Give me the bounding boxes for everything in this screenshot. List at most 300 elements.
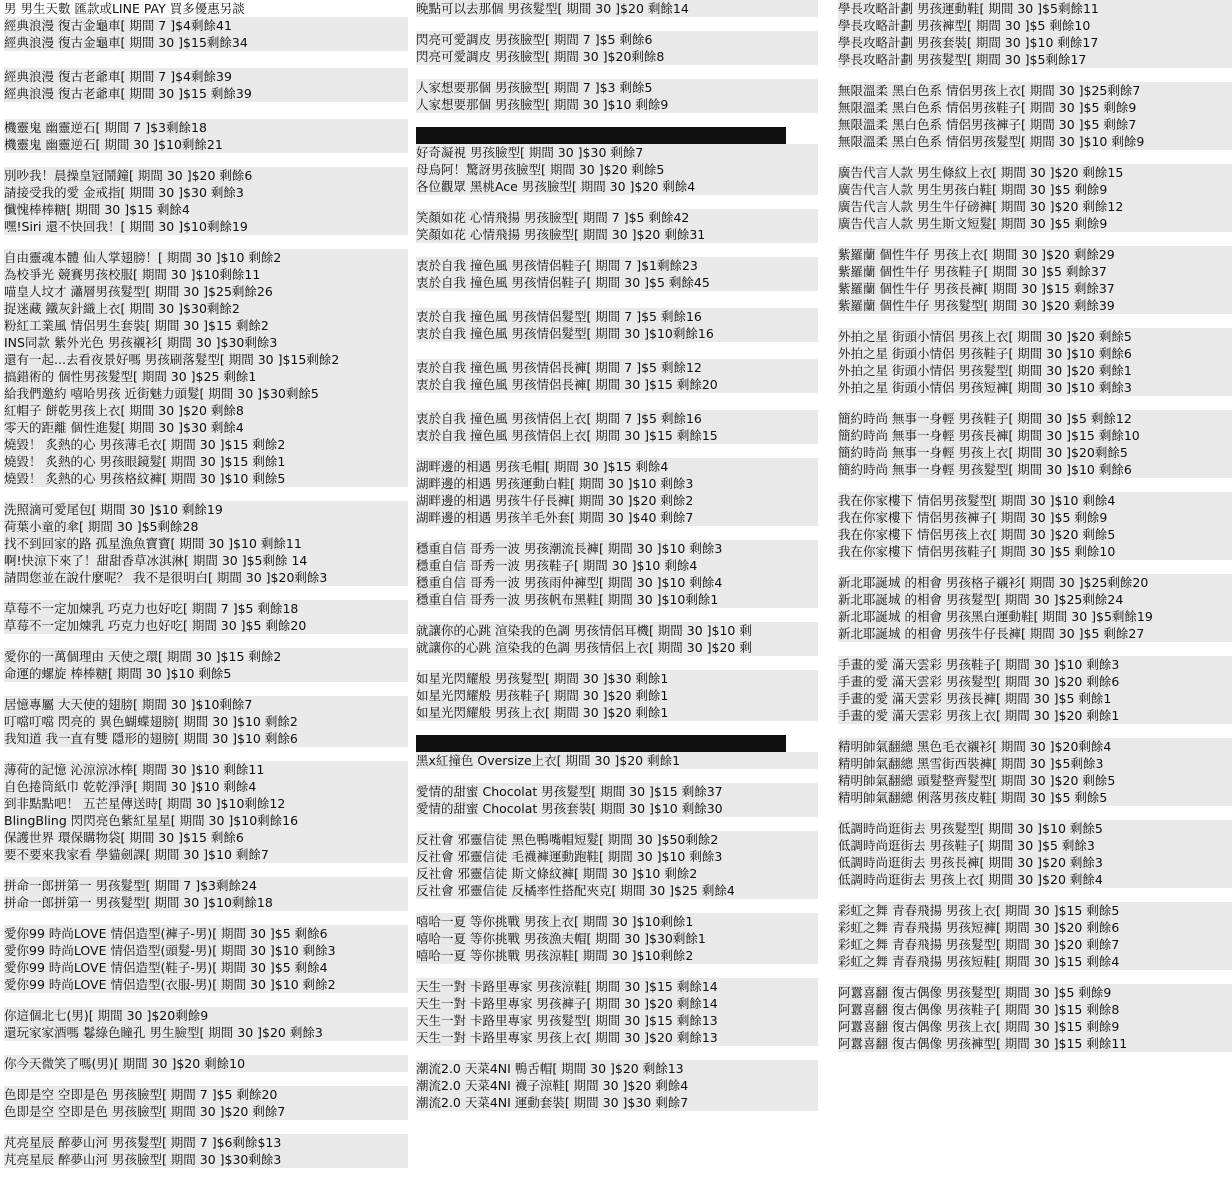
listing-row (416, 800, 818, 817)
listing-row (4, 1055, 408, 1072)
listing-row (4, 959, 408, 976)
listing-group (416, 79, 818, 113)
listing-row-text: 簡約時尚 無事一身輕 男孩鞋子[ 期間 30 ]$5 剩餘12 (838, 411, 1132, 426)
listing-row-text: 紫羅蘭 個性牛仔 男孩髮型[ 期間 30 ]$20 剩餘39 (838, 298, 1115, 313)
listing-row (4, 136, 408, 153)
listing-row (838, 116, 1232, 133)
listing-row (4, 300, 408, 317)
listing-row-text: 彩虹之舞 青春飛揚 男孩上衣[ 期間 30 ]$15 剩餘5 (838, 903, 1120, 918)
listing-row (416, 79, 818, 96)
listing-row-text: 新北耶誕城 的相會 男孩黑白運動鞋[ 期間 30 ]$5剩餘19 (838, 609, 1153, 624)
listing-row-text: 外拍之星 街頭小情侶 男孩鞋子[ 期間 30 ]$10 剩餘6 (838, 346, 1132, 361)
listing-row (838, 543, 1232, 560)
listing-row (416, 1029, 818, 1046)
listing-row (416, 557, 818, 574)
listing-row-text: 零天的距離 個性進髮[ 期間 30 ]$30 剩餘4 (4, 420, 244, 435)
listing-row-text: 外拍之星 街頭小情侶 男孩短褲[ 期間 30 ]$10 剩餘3 (838, 380, 1132, 395)
listing-row (838, 215, 1232, 232)
redacted-listing-row (416, 127, 786, 144)
listing-row (416, 882, 818, 899)
listing-row-text: 自由靈魂本體 仙人掌翅膀！[ 期間 30 ]$10 剩餘2 (4, 250, 282, 265)
listing-row-text: 給我們邀約 嘻哈男孩 近街魅力頭髮[ 期間 30 ]$30剩餘5 (4, 386, 319, 401)
listing-row-text: 手畫的愛 滿天雲彩 男孩長褲[ 期間 30 ]$5 剩餘1 (838, 691, 1112, 706)
listing-row-text: 還玩家家酒嗎 鬈綠色瞳孔 男生臉型[ 期間 30 ]$20 剩餘3 (4, 1025, 323, 1040)
listing-row (416, 574, 818, 591)
listing-row (4, 68, 408, 85)
listing-row-text: 學長攻略計劃 男孩運動鞋[ 期間 30 ]$5剩餘11 (838, 1, 1099, 16)
listing-group (838, 902, 1232, 970)
listing-row-text: 新北耶誕城 的相會 男孩髮型[ 期間 30 ]$25剩餘24 (838, 592, 1124, 607)
listing-row (838, 755, 1232, 772)
listing-row (4, 976, 408, 993)
listing-row (838, 854, 1232, 871)
listing-row-text: 到非點點吧！ 五芒星傳送時[ 期間 30 ]$10剩餘12 (4, 796, 286, 811)
listing-group (838, 820, 1232, 888)
listing-row-text: 無限溫柔 黑白色系 情侶男孩褲子[ 期間 30 ]$5 剩餘7 (838, 117, 1137, 132)
listing-row (4, 317, 408, 334)
listing-group (4, 1055, 408, 1072)
listing-row (416, 995, 818, 1012)
listing-row (416, 410, 818, 427)
listing-row-text: 精明帥氣翻總 黑雪街西裝褲[ 期間 30 ]$5剩餘3 (838, 756, 1104, 771)
listing-row (4, 0, 408, 17)
listing-row (838, 444, 1232, 461)
listing-row (4, 1024, 408, 1041)
listing-row-text: 薄荷的記憶 沁涼涼冰棒[ 期間 30 ]$10 剩餘11 (4, 762, 265, 777)
listing-row (4, 552, 408, 569)
listing-group (838, 492, 1232, 560)
listing-row (4, 894, 408, 911)
listing-row (838, 410, 1232, 427)
listing-row-text: 閃亮可愛調皮 男孩臉型[ 期間 7 ]$5 剩餘6 (416, 32, 653, 47)
listing-group (838, 410, 1232, 478)
listing-row (4, 385, 408, 402)
listing-row (416, 359, 818, 376)
listing-row-text: 啊!快涼下來了！甜甜香草冰淇淋[ 期間 30 ]$5剩餘 14 (4, 553, 308, 568)
listing-row-text: 紫羅蘭 個性牛仔 男孩上衣[ 期間 30 ]$20 剩餘29 (838, 247, 1115, 262)
listing-row-text: 精明帥氣翻總 頭髮整齊髮型[ 期間 30 ]$20 剩餘5 (838, 773, 1116, 788)
listing-row (838, 673, 1232, 690)
listing-column-middle (410, 0, 818, 1125)
listing-row-text: 湖畔邊的相遇 男孩毛帽[ 期間 30 ]$15 剩餘4 (416, 459, 669, 474)
listing-row (4, 696, 408, 713)
listing-row-text: 你今天微笑了嗎(男)[ 期間 30 ]$20 剩餘10 (4, 1056, 246, 1071)
listing-row-text: 經典浪漫 復古老爺車[ 期間 7 ]$4剩餘39 (4, 69, 232, 84)
listing-row-text: INS同款 紫外光色 男孩襯衫[ 期間 30 ]$30剩餘3 (4, 335, 278, 350)
listing-row-text: 天生一對 卡路里專家 男孩褲子[ 期間 30 ]$20 剩餘14 (416, 996, 718, 1011)
listing-row (4, 535, 408, 552)
listing-row (4, 419, 408, 436)
listing-row (838, 0, 1232, 17)
listing-row (416, 308, 818, 325)
listing-row-text: 衷於自我 撞色風 男孩情侶上衣[ 期間 30 ]$15 剩餘15 (416, 428, 718, 443)
listing-row (416, 1094, 818, 1111)
listing-row (4, 470, 408, 487)
listing-row-text: 愛情的甜蜜 Chocolat 男孩套裝[ 期間 30 ]$10 剩餘30 (416, 801, 723, 816)
listing-row (4, 730, 408, 747)
listing-row (416, 930, 818, 947)
listing-row-text: 保護世界 環保購物袋[ 期間 30 ]$15 剩餘6 (4, 830, 244, 845)
listing-row-text: 穩重自信 哥秀一波 男孩潮流長褲[ 期間 30 ]$10 剩餘3 (416, 541, 723, 556)
listing-row (838, 1001, 1232, 1018)
listing-row-text: 好奇凝視 男孩臉型[ 期間 30 ]$30 剩餘7 (416, 145, 644, 160)
listing-row (4, 1151, 408, 1168)
listing-row (416, 622, 818, 639)
listing-row-text: 衷於自我 撞色風 男孩情侶鞋子[ 期間 30 ]$5 剩餘45 (416, 275, 710, 290)
redacted-listing-row (416, 735, 786, 752)
listing-row-text: 愛你的一萬個理由 天使之環[ 期間 30 ]$15 剩餘2 (4, 649, 282, 664)
listing-row (838, 492, 1232, 509)
listing-row-text: 新北耶誕城 的相會 男孩格子襯衫[ 期間 30 ]$25剩餘20 (838, 575, 1149, 590)
listing-row-text: 就讓你的心跳 渲染我的色調 男孩情侶耳機[ 期間 30 ]$10 剩 (416, 623, 752, 638)
listing-row (4, 334, 408, 351)
listing-row (838, 263, 1232, 280)
listing-row (416, 1012, 818, 1029)
listing-row (838, 461, 1232, 478)
listing-row (838, 526, 1232, 543)
listing-row (416, 325, 818, 342)
listing-row (4, 218, 408, 235)
listing-row (838, 919, 1232, 936)
listing-row-text: 衷於自我 撞色風 男孩情侶長褲[ 期間 7 ]$5 剩餘12 (416, 360, 702, 375)
listing-row-text: 紅帽子 餅乾男孩上衣[ 期間 30 ]$20 剩餘8 (4, 403, 244, 418)
listing-row (4, 34, 408, 51)
listing-row (416, 509, 818, 526)
listing-row-text: 居憶專屬 大天使的翅膀[ 期間 30 ]$10剩餘7 (4, 697, 253, 712)
listing-row-text: 男 男生天數 匯款或LINE PAY 買多優惠另談 (4, 1, 245, 16)
listing-row-text: 反社會 邪靈信徒 黑色鴨嘴帽短髮[ 期間 30 ]$50剩餘2 (416, 832, 719, 847)
listing-group (838, 656, 1232, 724)
listing-row (4, 402, 408, 419)
listing-row (838, 246, 1232, 263)
listing-row (4, 283, 408, 300)
listing-group (4, 600, 408, 634)
listing-column-left (0, 0, 408, 1182)
listing-row-text: 經典浪漫 復古金龜車[ 期間 30 ]$15剩餘34 (4, 35, 248, 50)
listing-row-text: 機靈鬼 幽靈逆石[ 期間 30 ]$10剩餘21 (4, 137, 223, 152)
listing-group (4, 249, 408, 487)
listing-row-text: 就讓你的心跳 渲染我的色調 男孩情侶上衣[ 期間 30 ]$20 剩 (416, 640, 752, 655)
listing-row (416, 48, 818, 65)
listing-row-text: 彩虹之舞 青春飛揚 男孩髮型[ 期間 30 ]$20 剩餘7 (838, 937, 1120, 952)
listing-row (838, 738, 1232, 755)
listing-group (416, 831, 818, 899)
listing-row (416, 831, 818, 848)
listing-row (4, 201, 408, 218)
listing-row (4, 648, 408, 665)
listing-group (4, 501, 408, 586)
listing-group (416, 1060, 818, 1111)
listing-row-text: 潮流2.0 天菜4NI 運動套裝[ 期間 30 ]$30 剩餘7 (416, 1095, 689, 1110)
listing-row-text: 新北耶誕城 的相會 男孩牛仔長褲[ 期間 30 ]$5 剩餘27 (838, 626, 1145, 641)
listing-row-text: 燒毀！ 炙熱的心 男孩眼鏡髮[ 期間 30 ]$15 剩餘1 (4, 454, 286, 469)
listing-row (4, 501, 408, 518)
listing-row-text: 我在你家樓下 情侶男孩上衣[ 期間 30 ]$20 剩餘5 (838, 527, 1116, 542)
listing-row-text: 色即是空 空即是色 男孩臉型[ 期間 7 ]$5 剩餘20 (4, 1087, 278, 1102)
listing-row-text: 嘻哈一夏 等你挑戰 男孩漁夫帽[ 期間 30 ]$30剩餘1 (416, 931, 706, 946)
listing-row-text: 拼命一郎拼第一 男孩髮型[ 期間 30 ]$10剩餘18 (4, 895, 273, 910)
listing-row-text: 笑顏如花 心情飛揚 男孩臉型[ 期間 30 ]$20 剩餘31 (416, 227, 706, 242)
listing-row (416, 31, 818, 48)
listing-row-text: 無限溫柔 黑白色系 情侶男孩髮型[ 期間 30 ]$10 剩餘9 (838, 134, 1145, 149)
listing-row (416, 393, 818, 410)
listing-row (4, 51, 408, 68)
listing-row-text: 學長攻略計劃 男孩髮型[ 期間 30 ]$5剩餘17 (838, 52, 1087, 67)
listing-row-text: 拼命一郎拼第一 男孩髮型[ 期間 7 ]$3剩餘24 (4, 878, 257, 893)
listing-row (838, 297, 1232, 314)
listing-row (4, 85, 408, 102)
listing-row-text: 叮噹叮噹 閃亮的 異色蝴蝶翅膀[ 期間 30 ]$10 剩餘2 (4, 714, 298, 729)
listing-row (416, 540, 818, 557)
listing-row-text: 如星光閃耀般 男孩髮型[ 期間 30 ]$30 剩餘1 (416, 671, 669, 686)
listing-row (838, 772, 1232, 789)
listing-row (838, 953, 1232, 970)
listing-row (4, 453, 408, 470)
listing-row-text: 手畫的愛 滿天雲彩 男孩上衣[ 期間 30 ]$20 剩餘1 (838, 708, 1120, 723)
listing-group (416, 735, 818, 769)
listing-row-text: 阿囂喜翻 復古偶像 男孩髮型[ 期間 30 ]$5 剩餘9 (838, 985, 1112, 1000)
listing-row (838, 902, 1232, 919)
listing-row (416, 947, 818, 964)
listing-row-text: 閃亮可愛調皮 男孩臉型[ 期間 30 ]$20剩餘8 (416, 49, 665, 64)
listing-row (838, 789, 1232, 806)
listing-row-text: 穩重自信 哥秀一波 男孩雨仲褲型[ 期間 30 ]$10 剩餘4 (416, 575, 723, 590)
listing-row-text: 手畫的愛 滿天雲彩 男孩鞋子[ 期間 30 ]$10 剩餘3 (838, 657, 1120, 672)
listing-row (838, 164, 1232, 181)
listing-row-text: 低調時尚逛街去 男孩髮型[ 期間 30 ]$10 剩餘5 (838, 821, 1103, 836)
listing-row (838, 574, 1232, 591)
listing-row-text: 笑顏如花 心情飛揚 男孩臉型[ 期間 7 ]$5 剩餘42 (416, 210, 690, 225)
listing-row-text: 為校爭光 競賽男孩校服[ 期間 30 ]$10剩餘11 (4, 267, 261, 282)
listing-row (4, 665, 408, 682)
listing-row (838, 280, 1232, 297)
listing-row (416, 591, 818, 608)
listing-group (416, 913, 818, 964)
listing-row-text: 我在你家樓下 情侶男孩褲子[ 期間 30 ]$5 剩餘9 (838, 510, 1108, 525)
listing-row (4, 877, 408, 894)
listing-row-text: 廣告代言人款 男生斯文短髮[ 期間 30 ]$5 剩餘9 (838, 216, 1108, 231)
listing-row-text: 搞錯術的 個性男孩髮型[ 期間 30 ]$25 剩餘1 (4, 369, 257, 384)
listing-row-text: 喵皇人坟才 瀟層男孩髮型[ 期間 30 ]$25剩餘26 (4, 284, 273, 299)
listing-group (416, 622, 818, 656)
listing-row (416, 342, 818, 359)
listing-row-text: 愛你99 時尚LOVE 情侶造型(鞋子-男)[ 期間 30 ]$5 剩餘4 (4, 960, 328, 975)
listing-row (4, 761, 408, 778)
listing-row-text: 穩重自信 哥秀一波 男孩帆布黑鞋[ 期間 30 ]$10剩餘1 (416, 592, 719, 607)
listing-row (4, 713, 408, 730)
listing-row-text: 廣告代言人款 男生牛仔磅褲[ 期間 30 ]$20 剩餘12 (838, 199, 1124, 214)
listing-row (4, 119, 408, 136)
listing-row-text: 彩虹之舞 青春飛揚 男孩短褲[ 期間 30 ]$20 剩餘6 (838, 920, 1120, 935)
listing-row (416, 687, 818, 704)
listing-group (416, 127, 818, 195)
listing-row (4, 1086, 408, 1103)
listing-row (838, 427, 1232, 444)
listing-group (838, 738, 1232, 806)
listing-row (838, 198, 1232, 215)
listing-row-text: 洗照滴可愛尾包[ 期間 30 ]$10 剩餘19 (4, 502, 223, 517)
listing-row (416, 291, 818, 308)
listing-group (416, 257, 818, 444)
listing-row (838, 820, 1232, 837)
listing-row (416, 274, 818, 291)
listing-row-text: 天生一對 卡路里專家 男孩涼鞋[ 期間 30 ]$15 剩餘14 (416, 979, 718, 994)
listing-row (416, 848, 818, 865)
listing-row-text: 廣告代言人款 男生條紋上衣[ 期間 30 ]$20 剩餘15 (838, 165, 1124, 180)
listing-row (416, 783, 818, 800)
listing-row (4, 184, 408, 201)
listing-row-text: 無限溫柔 黑白色系 情侶男孩上衣[ 期間 30 ]$25剩餘7 (838, 83, 1141, 98)
listing-group (416, 31, 818, 65)
listing-group (838, 574, 1232, 642)
listing-row-text: 衷於自我 撞色風 男孩情侶鞋子[ 期間 7 ]$1剩餘23 (416, 258, 698, 273)
listing-row-text: 經典浪漫 復古老爺車[ 期間 30 ]$15 剩餘39 (4, 86, 252, 101)
listing-row (4, 1007, 408, 1024)
listing-row-text: 潮流2.0 天菜4NI 襪子涼鞋[ 期間 30 ]$20 剩餘4 (416, 1078, 689, 1093)
listing-row-text: 還有一起...去看夜景好嗎 男孩刷落髮型[ 期間 30 ]$15剩餘2 (4, 352, 340, 367)
listing-row (838, 871, 1232, 888)
listing-row-text: 找不到回家的路 孤星漁魚寶寶[ 期間 30 ]$10 剩餘11 (4, 536, 302, 551)
listing-row-text: 衷於自我 撞色風 男孩情侶髮型[ 期間 7 ]$5 剩餘16 (416, 309, 702, 324)
listing-row-text: 色即是空 空即是色 男孩臉型[ 期間 30 ]$20 剩餘7 (4, 1104, 286, 1119)
listing-group (4, 925, 408, 993)
listing-row-text: 簡約時尚 無事一身輕 男孩長褲[ 期間 30 ]$15 剩餘10 (838, 428, 1140, 443)
listing-row-text: 粉紅工業風 情侶男生套裝[ 期間 30 ]$15 剩餘2 (4, 318, 269, 333)
listing-row-text: 捉迷藏 鐵灰針織上衣[ 期間 30 ]$30剩餘2 (4, 301, 240, 316)
listing-row-text: 反社會 邪靈信徒 毛襪褲運動跑鞋[ 期間 30 ]$10 剩餘3 (416, 849, 723, 864)
listing-row (416, 209, 818, 226)
listing-row (416, 752, 818, 769)
listing-row (838, 328, 1232, 345)
listing-row-text: 無限溫柔 黑白色系 情侶男孩鞋子[ 期間 30 ]$5 剩餘9 (838, 100, 1137, 115)
listing-row (838, 181, 1232, 198)
listing-row (838, 984, 1232, 1001)
listing-row-text: 衷於自我 撞色風 男孩情侶髮型[ 期間 30 ]$10剩餘16 (416, 326, 714, 341)
listing-row-text: 低調時尚逛街去 男孩上衣[ 期間 30 ]$20 剩餘4 (838, 872, 1103, 887)
listing-row-text: 衷於自我 撞色風 男孩情侶長褲[ 期間 30 ]$15 剩餘20 (416, 377, 718, 392)
listing-row-text: 你這個北七(男)[ 期間 30 ]$20剩餘9 (4, 1008, 209, 1023)
listing-row-text: 簡約時尚 無事一身輕 男孩髮型[ 期間 30 ]$10 剩餘6 (838, 462, 1132, 477)
listing-row (4, 846, 408, 863)
listing-row-text: 別吵我！晨操皇冠鬧鐘[ 期間 30 ]$20 剩餘6 (4, 168, 253, 183)
listing-row-text: 我在你家樓下 情侶男孩髮型[ 期間 30 ]$10 剩餘4 (838, 493, 1116, 508)
listing-row-text: 燒毀！ 炙熱的心 男孩薄毛衣[ 期間 30 ]$15 剩餘2 (4, 437, 286, 452)
listing-row (838, 362, 1232, 379)
listing-row (4, 102, 408, 119)
listing-row-text: 草莓不一定加煉乳 巧克力也好吃[ 期間 7 ]$5 剩餘18 (4, 601, 299, 616)
listing-row-text: 反社會 邪靈信徒 反橘率性搭配夾克[ 期間 30 ]$25 剩餘4 (416, 883, 735, 898)
listing-row-text: 手畫的愛 滿天雲彩 男孩髮型[ 期間 30 ]$20 剩餘6 (838, 674, 1120, 689)
listing-row (838, 608, 1232, 625)
listing-row-text: 要不要來我家看 學貓劍課[ 期間 30 ]$10 剩餘7 (4, 847, 269, 862)
listing-row (416, 639, 818, 656)
listing-row (4, 167, 408, 184)
listing-row-text: 芃亮星辰 醉夢山河 男孩髮型[ 期間 7 ]$6剩餘$13 (4, 1135, 282, 1150)
listing-group (416, 978, 818, 1046)
listing-group (4, 0, 408, 153)
listing-row-text: 低調時尚逛街去 男孩鞋子[ 期間 30 ]$5 剩餘3 (838, 838, 1095, 853)
listing-row-text: 外拍之星 街頭小情侶 男孩上衣[ 期間 30 ]$20 剩餘5 (838, 329, 1132, 344)
listing-row-text: 阿囂喜翻 復古偶像 男孩上衣[ 期間 30 ]$15 剩餘9 (838, 1019, 1120, 1034)
listing-row-text: 簡約時尚 無事一身輕 男孩上衣[ 期間 30 ]$20剩餘5 (838, 445, 1128, 460)
listing-row-text: 紫羅蘭 個性牛仔 男孩長褲[ 期間 30 ]$15 剩餘37 (838, 281, 1115, 296)
listing-group (416, 670, 818, 721)
listing-row-text: 各位觀眾 黑桃Ace 男孩臉型[ 期間 30 ]$20 剩餘4 (416, 179, 696, 194)
listing-row (4, 436, 408, 453)
listing-row-text: 晚點可以去那個 男孩髮型[ 期間 30 ]$20 剩餘14 (416, 1, 689, 16)
listing-row-text: 愛你99 時尚LOVE 情侶造型(褲子-男)[ 期間 30 ]$5 剩餘6 (4, 926, 328, 941)
listing-row (416, 475, 818, 492)
listing-row-text: 懺愧棒棒糖[ 期間 30 ]$15 剩餘4 (4, 202, 190, 217)
listing-row (838, 625, 1232, 642)
listing-row-text: 經典浪漫 復古金龜車[ 期間 7 ]$4剩餘41 (4, 18, 232, 33)
listing-row (4, 1103, 408, 1120)
listing-row (4, 778, 408, 795)
listing-row-text: 低調時尚逛街去 男孩長褲[ 期間 30 ]$20 剩餘3 (838, 855, 1103, 870)
listing-row-text: 阿囂喜翻 復古偶像 男孩褲型[ 期間 30 ]$15 剩餘11 (838, 1036, 1128, 1051)
listing-group (416, 783, 818, 817)
listing-row (838, 99, 1232, 116)
listing-row-text: 愛你99 時尚LOVE 情侶造型(衣服-男)[ 期間 30 ]$10 剩餘2 (4, 977, 336, 992)
listing-row-text: 天生一對 卡路里專家 男孩上衣[ 期間 30 ]$20 剩餘13 (416, 1030, 718, 1045)
listing-row (416, 257, 818, 274)
listing-row-text: 湖畔邊的相遇 男孩羊毛外套[ 期間 30 ]$40 剩餘7 (416, 510, 694, 525)
listing-row (838, 509, 1232, 526)
listing-row-text: BlingBling 閃閃亮色紫紅星星[ 期間 30 ]$10剩餘16 (4, 813, 299, 828)
listing-row (416, 0, 818, 17)
listing-row (4, 1134, 408, 1151)
listing-row (4, 368, 408, 385)
listing-row (416, 1060, 818, 1077)
listing-row (838, 379, 1232, 396)
listing-row-text: 荷葉小童的傘[ 期間 30 ]$5剩餘28 (4, 519, 199, 534)
listing-row-text: 人家想要那個 男孩臉型[ 期間 7 ]$3 剩餘5 (416, 80, 653, 95)
listing-row-text: 愛情的甜蜜 Chocolat 男孩髮型[ 期間 30 ]$15 剩餘37 (416, 784, 723, 799)
listing-row-text: 湖畔邊的相遇 男孩運動白鞋[ 期間 30 ]$10 剩餘3 (416, 476, 694, 491)
listing-row-text: 外拍之星 街頭小情侶 男孩髮型[ 期間 30 ]$20 剩餘1 (838, 363, 1132, 378)
listing-row-text: 反社會 邪靈信徒 斯文條紋褲[ 期間 30 ]$10 剩餘2 (416, 866, 698, 881)
listing-row-text: 機靈鬼 幽靈逆石[ 期間 7 ]$3剩餘18 (4, 120, 207, 135)
listing-row-text: 湖畔邊的相遇 男孩牛仔長褲[ 期間 30 ]$20 剩餘2 (416, 493, 694, 508)
listing-row (4, 569, 408, 586)
listing-group (4, 167, 408, 235)
listing-group (838, 984, 1232, 1052)
listing-row-text: 如星光閃耀般 男孩上衣[ 期間 30 ]$20 剩餘1 (416, 705, 669, 720)
listing-group (838, 82, 1232, 150)
listing-row (416, 913, 818, 930)
listing-row-text: 嘻哈一夏 等你挑戰 男孩涼鞋[ 期間 30 ]$10剩餘2 (416, 948, 694, 963)
listing-row (838, 1035, 1232, 1052)
listing-row-text: 阿囂喜翻 復古偶像 男孩鞋子[ 期間 30 ]$15 剩餘8 (838, 1002, 1120, 1017)
listing-group (838, 246, 1232, 314)
listing-row-text: 草莓不一定加煉乳 巧克力也好吃[ 期間 30 ]$5 剩餘20 (4, 618, 307, 633)
listing-group (838, 328, 1232, 396)
listing-row (4, 351, 408, 368)
listing-row-text: 廣告代言人款 男生男孩白鞋[ 期間 30 ]$5 剩餘9 (838, 182, 1108, 197)
listing-row (4, 795, 408, 812)
listing-row (4, 925, 408, 942)
listing-row (838, 34, 1232, 51)
listing-row-text: 黑x紅撞色 Oversize上衣[ 期間 30 ]$20 剩餘1 (416, 753, 681, 768)
listing-row-text: 嘿!Siri 還不快回我！[ 期間 30 ]$10剩餘19 (4, 219, 248, 234)
listing-row (416, 427, 818, 444)
listing-row-text: 燒毀！ 炙熱的心 男孩格紋褲[ 期間 30 ]$10 剩餘5 (4, 471, 286, 486)
listing-group (4, 1007, 408, 1041)
listing-row (416, 178, 818, 195)
listing-row (4, 829, 408, 846)
listing-row-text: 精明帥氣翻總 俐落男孩皮鞋[ 期間 30 ]$5 剩餘5 (838, 790, 1108, 805)
listing-column-right (828, 0, 1232, 1066)
